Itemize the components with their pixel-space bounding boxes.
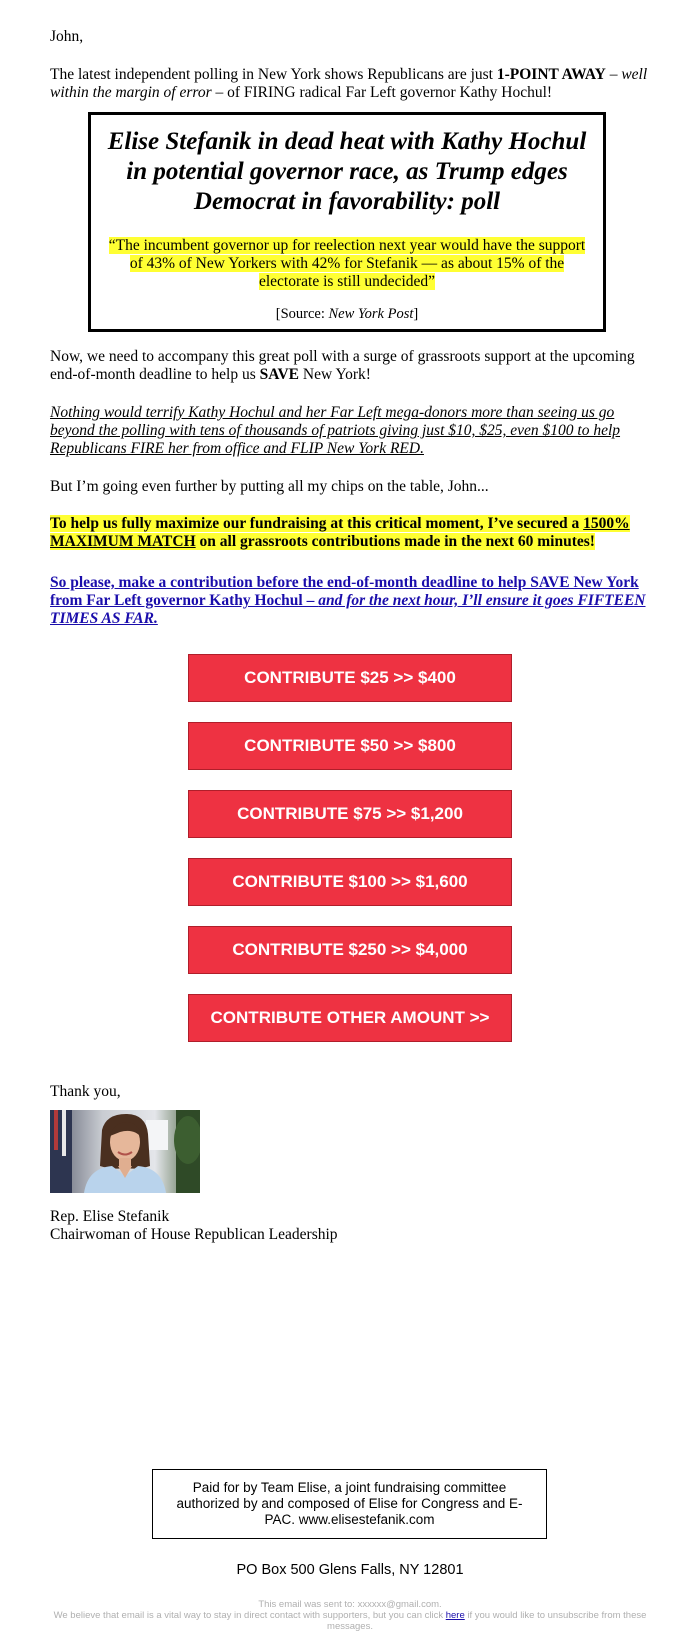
contribute-100-button[interactable]: CONTRIBUTE $100 >> $1,600 bbox=[188, 858, 512, 906]
match-paragraph: To help us fully maximize our fundraising at this critical moment, I’ve secured a 1500% MAXIMUM MATCH on all grassroots contributions made in the next 60 minutes! bbox=[50, 515, 630, 550]
chips-paragraph: But I’m going even further by putting all my chips on the table, John... bbox=[50, 478, 489, 495]
portrait-photo bbox=[50, 1110, 200, 1193]
poll-quote-box bbox=[88, 112, 606, 332]
signature-title: Chairwoman of House Republican Leadership bbox=[50, 1226, 338, 1243]
contribute-buttons bbox=[188, 654, 512, 1062]
paid-for-disclaimer: Paid for by Team Elise, a joint fundraising committee authorized by and composed of Elise for Congress and E-PAC. www.elisestefanik.com bbox=[152, 1469, 547, 1539]
signature-name: Rep. Elise Stefanik bbox=[50, 1208, 170, 1225]
contribute-other-button[interactable]: CONTRIBUTE OTHER AMOUNT >> bbox=[188, 994, 512, 1042]
unsubscribe-notice: We believe that email is a vital way to stay in direct contact with supporters, but you can click here if you would like to unsubscribe from these messages. bbox=[53, 1610, 647, 1632]
contribute-25-button[interactable]: CONTRIBUTE $25 >> $400 bbox=[188, 654, 512, 702]
intro-paragraph: The latest independent polling in New York shows Republicans are just 1-POINT AWAY – well within the margin of error – of FIRING radical Far Left governor Kathy Hochul! bbox=[50, 66, 648, 101]
poll-headline: Elise Stefanik in dead heat with Kathy Hochul in potential governor race, as Trump edges Democrat in favorability: poll bbox=[107, 128, 587, 215]
contribute-link-paragraph[interactable]: So please, make a contribution before the end-of-month deadline to help SAVE New York from Far Left governor Kathy Hochul – and for the next hour, I’ll ensure it goes FIFTEEN TIMES AS FAR. bbox=[50, 574, 646, 627]
unsubscribe-link[interactable]: here bbox=[445, 1610, 465, 1621]
support-paragraph: Now, we need to accompany this great poll with a surge of grassroots support at the upcoming end-of-month deadline to help us SAVE New York! bbox=[50, 348, 635, 383]
poll-source: [Source: New York Post] bbox=[275, 306, 419, 322]
footer bbox=[44, 1599, 656, 1632]
mailing-address: PO Box 500 Glens Falls, NY 12801 bbox=[236, 1562, 464, 1578]
contribute-75-button[interactable]: CONTRIBUTE $75 >> $1,200 bbox=[188, 790, 512, 838]
sent-to-notice: This email was sent to: xxxxxx@gmail.com. bbox=[258, 1599, 442, 1610]
signoff: Thank you, bbox=[50, 1083, 121, 1100]
terrify-paragraph: Nothing would terrify Kathy Hochul and her Far Left mega-donors more than seeing us go beyond the polling with tens of thousands of patriots giving just $10, $25, even $100 to help Republicans FIRE her from office and FLIP New York RED. bbox=[50, 404, 621, 457]
poll-quote: “The incumbent governor up for reelection next year would have the support of 43% of New Yorkers with 42% for Stefanik — as about 15% of the electorate is still undecided” bbox=[108, 237, 586, 290]
contribute-250-button[interactable]: CONTRIBUTE $250 >> $4,000 bbox=[188, 926, 512, 974]
contribute-50-button[interactable]: CONTRIBUTE $50 >> $800 bbox=[188, 722, 512, 770]
greeting: John, bbox=[50, 28, 84, 45]
